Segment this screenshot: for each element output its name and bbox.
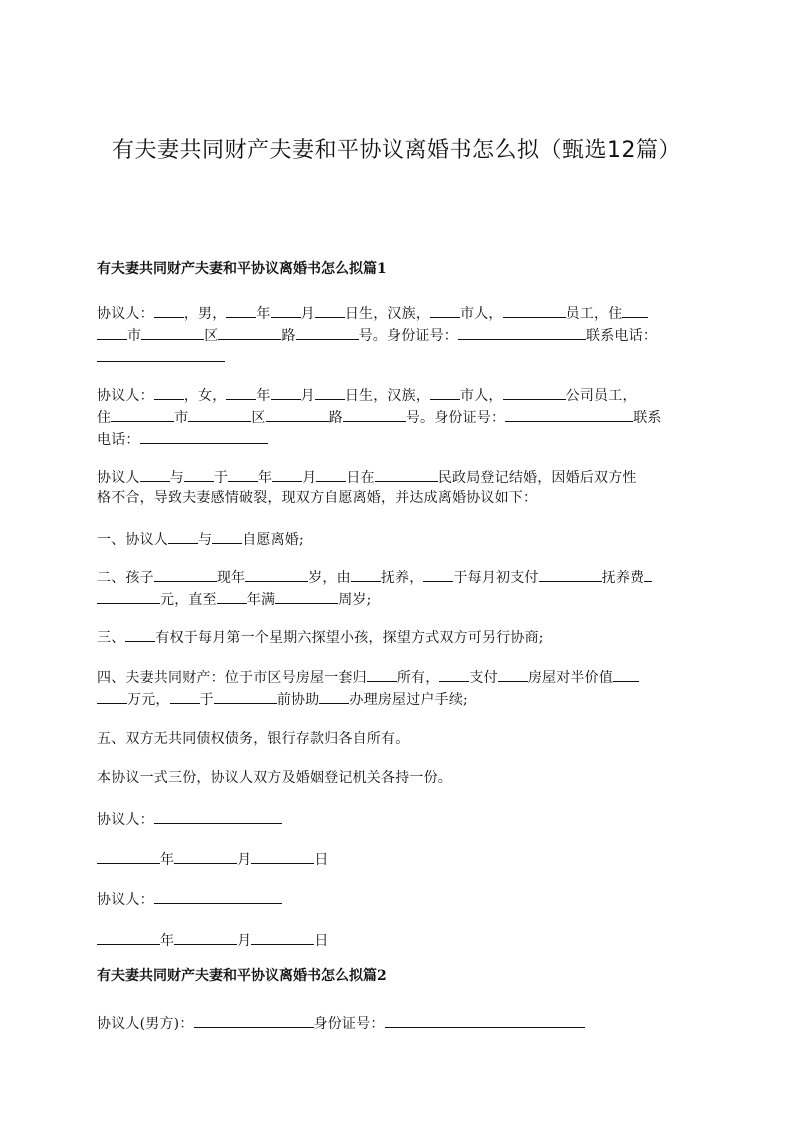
clause-2-line2: 元，直至 年满 周岁; [97, 588, 700, 610]
blank-field [174, 848, 237, 864]
blank-field [226, 302, 256, 318]
man-info-line2: 市 区 路 号。身份证号： 联系电话： [97, 324, 700, 346]
blank-field [430, 384, 460, 400]
date-line-2: 年 月 日 [97, 929, 700, 951]
blank-field [212, 528, 242, 544]
blank-field [503, 384, 566, 400]
blank-field [97, 929, 160, 945]
blank-field [251, 848, 314, 864]
date-line-1: 年 月 日 [97, 848, 700, 870]
blank-field [315, 384, 345, 400]
blank-field [503, 302, 566, 318]
blank-field [458, 324, 586, 340]
blank-field [375, 466, 438, 482]
clause-4-line2: 万元， 于 前协助 办理房屋过户手续; [97, 688, 700, 710]
clause-1: 一、协议人 与 自愿离婚; [97, 528, 700, 550]
clause-4-line1: 四、夫妻共同财产：位于市区号房屋一套归 所有， 支付 房屋对半价值 [97, 666, 700, 688]
blank-field [644, 566, 652, 582]
blank-field [154, 384, 184, 400]
blank-field [194, 1012, 314, 1028]
blank-field [154, 808, 282, 824]
blank-field [154, 566, 217, 582]
blank-field [140, 466, 170, 482]
blank-field [271, 384, 301, 400]
blank-field [385, 1012, 585, 1028]
blank-field [343, 406, 406, 422]
blank-field [217, 588, 247, 604]
blank-field [319, 688, 349, 704]
copies-statement: 本协议一式三份，协议人双方及婚姻登记机关各持一份。 [97, 770, 452, 786]
intro-line2: 格不合，导致夫妻感情破裂，现双方自愿离婚，并达成离婚协议如下： [97, 490, 538, 506]
blank-field [423, 566, 453, 582]
blank-field [154, 888, 282, 904]
man-info-line3 [97, 346, 700, 368]
blank-field [188, 406, 251, 422]
man-info-line1: 协议人： ，男， 年 月 日生，汉族， 市人， 员工，住 [97, 302, 700, 324]
blank-field [498, 666, 528, 682]
blank-field [97, 324, 127, 340]
intro-line1: 协议人 与 于 年 月 日在 民政局登记结婚，因婚后双方性 [97, 466, 700, 488]
section1-heading: 有夫妻共同财产夫妻和平协议离婚书怎么拟篇1 [97, 261, 387, 277]
blank-field [315, 302, 345, 318]
clause-3: 三、 有权于每月第一个星期六探望小孩，探望方式双方可另行协商; [97, 626, 700, 648]
section2-party-line: 协议人(男方)： 身份证号： [97, 1012, 700, 1034]
clause-5: 五、双方无共同债权债务，银行存款归各自所有。 [97, 731, 410, 747]
blank-field [218, 324, 281, 340]
blank-field [111, 406, 174, 422]
blank-field [168, 528, 198, 544]
blank-field [266, 406, 329, 422]
blank-field [439, 666, 469, 682]
blank-field [539, 566, 602, 582]
woman-info-line3: 电话： [97, 428, 700, 450]
blank-field [251, 929, 314, 945]
blank-field [367, 666, 397, 682]
blank-field [154, 302, 184, 318]
signature-line-1: 协议人： [97, 808, 700, 830]
signature-line-2: 协议人： [97, 888, 700, 910]
blank-field [272, 466, 302, 482]
blank-field [141, 324, 204, 340]
blank-field [275, 588, 338, 604]
blank-field [505, 406, 633, 422]
woman-info-line1: 协议人： ，女， 年 月 日生，汉族， 市人， 公司员工， [97, 384, 700, 406]
blank-field [430, 302, 460, 318]
blank-field [184, 466, 214, 482]
blank-field [226, 384, 256, 400]
blank-field [296, 324, 359, 340]
woman-info-line2: 住 市 区 路 号。身份证号： 联系 [97, 406, 700, 428]
blank-field [351, 566, 381, 582]
blank-field [125, 626, 155, 642]
section2-heading: 有夫妻共同财产夫妻和平协议离婚书怎么拟篇2 [97, 968, 387, 984]
blank-field [622, 302, 648, 318]
blank-field [174, 929, 237, 945]
blank-field [97, 848, 160, 864]
blank-field [245, 566, 308, 582]
blank-field [214, 688, 277, 704]
blank-field [97, 588, 160, 604]
blank-field [140, 428, 268, 444]
clause-2-line1: 二、孩子 现年 岁，由 抚养， 于每月初支付 抚养费 [97, 566, 700, 588]
blank-field [228, 466, 258, 482]
blank-field [97, 688, 127, 704]
page-title: 有夫妻共同财产夫妻和平协议离婚书怎么拟（甄选12篇） [112, 138, 681, 163]
blank-field [613, 666, 639, 682]
blank-field [170, 688, 200, 704]
blank-field [316, 466, 346, 482]
blank-field [97, 346, 225, 362]
blank-field [271, 302, 301, 318]
